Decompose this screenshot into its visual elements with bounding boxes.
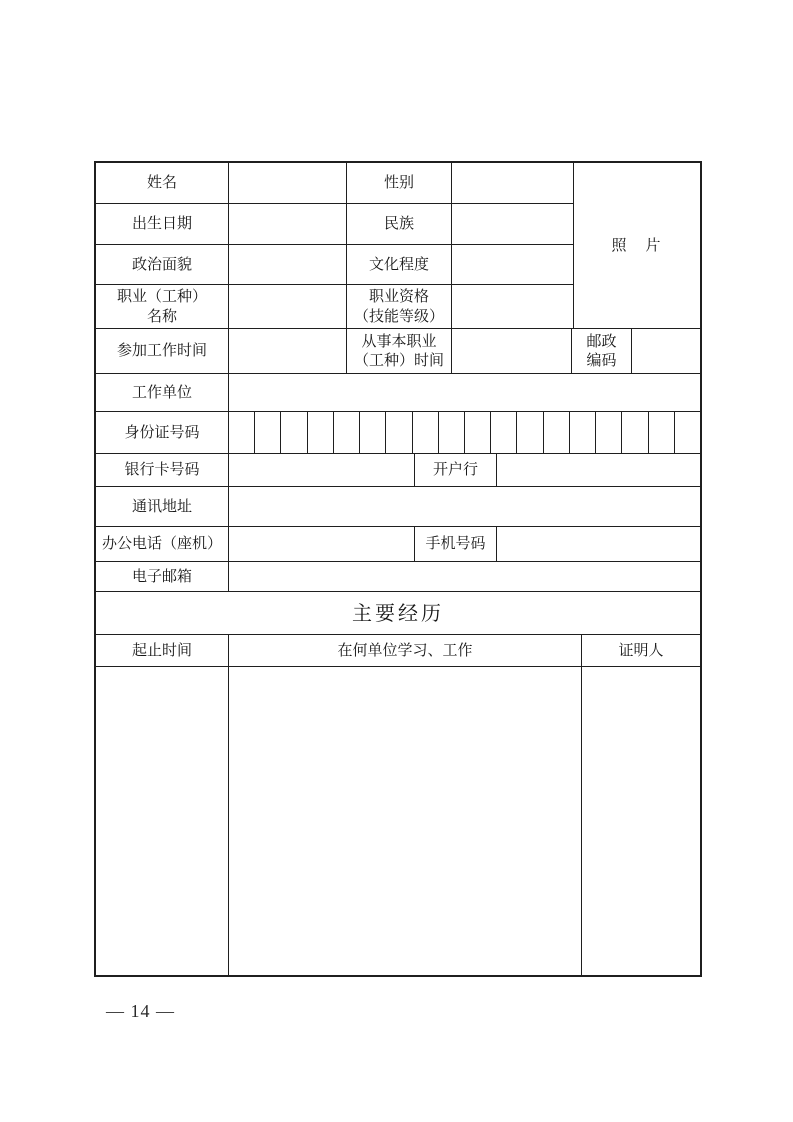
id-digit-cell xyxy=(308,412,334,453)
field-label-birth-date: 出生日期 xyxy=(96,204,229,244)
field-value-education-level xyxy=(452,245,573,284)
experience-reference-cell xyxy=(582,667,700,975)
top-left-grid xyxy=(96,163,574,328)
table-row-id-number xyxy=(96,412,700,454)
table-row xyxy=(96,562,700,592)
field-value-qualification xyxy=(452,285,573,328)
id-digit-cell xyxy=(229,412,255,453)
field-label-political-status: 政治面貌 xyxy=(96,245,229,284)
id-digit-cell xyxy=(360,412,386,453)
id-digit-cell xyxy=(386,412,412,453)
photo-cell: 照 片 xyxy=(611,235,663,254)
field-label-bank-branch: 开户行 xyxy=(415,454,497,486)
id-digit-cell xyxy=(255,412,281,453)
field-value-bank-card-number xyxy=(229,454,415,486)
field-label-work-unit: 工作单位 xyxy=(96,374,229,411)
id-digit-cell xyxy=(439,412,465,453)
experience-place-cell xyxy=(229,667,582,975)
occupation-label-line2: 名称 xyxy=(146,306,177,325)
table-row xyxy=(96,329,700,374)
qualification-label-line1: 职业资格 xyxy=(368,287,429,305)
id-digit-cell xyxy=(413,412,439,453)
experience-header-reference: 证明人 xyxy=(618,640,664,659)
field-value-work-start-time xyxy=(229,329,347,373)
qualification-label-line2: （技能等级） xyxy=(353,306,444,325)
personnel-form-table xyxy=(94,161,702,977)
table-row xyxy=(96,454,700,487)
field-label-occupation-name xyxy=(96,285,229,328)
field-label-work-start-time: 参加工作时间 xyxy=(96,329,229,373)
id-digit-cell xyxy=(544,412,570,453)
field-label-postal-code xyxy=(572,329,632,373)
experience-duration-cell xyxy=(96,667,229,975)
id-digit-cell xyxy=(281,412,307,453)
experience-section-title: 主要经历 xyxy=(96,592,700,635)
id-digit-cell xyxy=(649,412,675,453)
id-digit-cell xyxy=(334,412,360,453)
field-value-work-unit xyxy=(229,374,700,411)
field-value-email xyxy=(229,562,700,591)
field-value-political-status xyxy=(229,245,347,284)
id-number-digit-grid xyxy=(229,412,700,453)
postal-code-label-line2: 编码 xyxy=(586,351,617,369)
table-row xyxy=(96,285,573,328)
field-value-gender xyxy=(452,163,573,203)
postal-code-label-line1: 邮政 xyxy=(586,331,617,350)
id-digit-cell xyxy=(465,412,491,453)
field-value-ethnicity xyxy=(452,204,573,244)
id-digit-cell xyxy=(491,412,517,453)
table-row xyxy=(96,487,700,527)
occupation-time-label-line1: 从事本职业 xyxy=(361,331,437,350)
page-number: — 14 — xyxy=(106,1001,175,1021)
experience-header-place: 在何单位学习、工作 xyxy=(229,635,582,666)
experience-header-row xyxy=(96,635,700,667)
occupation-label-line1: 职业（工种） xyxy=(116,287,207,305)
field-value-occupation-time xyxy=(452,329,572,373)
field-label-occupation-time xyxy=(347,329,452,373)
field-label-gender: 性别 xyxy=(347,163,452,203)
field-value-office-phone xyxy=(229,527,415,561)
id-digit-cell xyxy=(570,412,596,453)
experience-blank-row xyxy=(96,667,700,975)
id-digit-cell xyxy=(675,412,700,453)
field-value-mailing-address xyxy=(229,487,700,526)
top-section xyxy=(96,163,700,329)
table-row xyxy=(96,163,573,204)
field-label-qualification xyxy=(347,285,452,328)
occupation-time-label-line2: （工种）时间 xyxy=(353,351,444,369)
field-value-bank-branch xyxy=(497,454,700,486)
field-label-email: 电子邮箱 xyxy=(96,562,229,591)
field-value-postal-code xyxy=(632,329,700,373)
table-row xyxy=(96,527,700,562)
field-label-bank-card-number: 银行卡号码 xyxy=(96,454,229,486)
field-value-occupation-name xyxy=(229,285,347,328)
field-label-name: 姓名 xyxy=(96,163,229,203)
field-value-mobile-number xyxy=(497,527,700,561)
field-value-name xyxy=(229,163,347,203)
id-digit-cell xyxy=(622,412,648,453)
id-digit-cell xyxy=(596,412,622,453)
field-label-mailing-address: 通讯地址 xyxy=(96,487,229,526)
table-row xyxy=(96,245,573,285)
field-label-office-phone: 办公电话（座机） xyxy=(96,527,229,561)
field-label-education-level: 文化程度 xyxy=(347,245,452,284)
field-label-mobile-number: 手机号码 xyxy=(415,527,497,561)
field-value-birth-date xyxy=(229,204,347,244)
table-row xyxy=(96,204,573,245)
field-label-ethnicity: 民族 xyxy=(347,204,452,244)
field-label-id-number: 身份证号码 xyxy=(96,412,229,453)
id-digit-cell xyxy=(517,412,543,453)
table-row xyxy=(96,374,700,412)
experience-header-duration: 起止时间 xyxy=(96,635,229,666)
